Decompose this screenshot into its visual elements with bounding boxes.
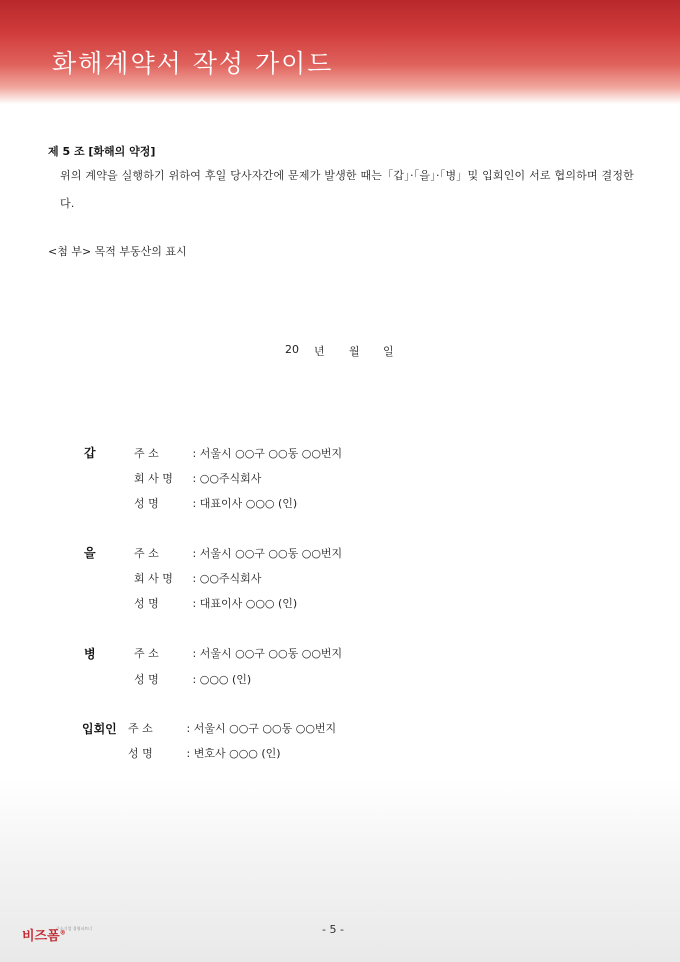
separator: : — [192, 597, 197, 610]
address-row — [134, 445, 342, 461]
party-label: 을 — [84, 546, 96, 560]
name-row — [134, 495, 297, 511]
company-row — [134, 570, 261, 586]
name-row — [134, 671, 251, 687]
separator: : — [192, 497, 197, 510]
company-label: 회 사 명 — [134, 572, 173, 585]
page-title: 화해계약서 작성 가이드 — [52, 49, 334, 78]
article-heading: 제 5 조 [화해의 약정] — [48, 145, 156, 158]
page-number: - 5 - — [322, 923, 344, 936]
separator: : — [192, 472, 197, 485]
separator: : — [192, 647, 197, 660]
header-banner — [0, 0, 680, 104]
name-label: 성 명 — [134, 497, 159, 510]
separator: : — [192, 673, 197, 686]
name-label: 성 명 — [134, 597, 159, 610]
address-value: 서울시 ○○구 ○○동 ○○번지 — [199, 647, 343, 660]
party-label: 병 — [84, 647, 96, 661]
address-label: 주 소 — [128, 722, 153, 735]
address-row — [128, 720, 336, 736]
address-value: 서울시 ○○구 ○○동 ○○번지 — [199, 547, 343, 560]
name-value: 변호사 ○○○ (인) — [193, 747, 281, 760]
address-value: 서울시 ○○구 ○○동 ○○번지 — [193, 722, 337, 735]
party-label: 입회인 — [82, 722, 117, 736]
name-row — [128, 745, 281, 761]
separator: : — [192, 447, 197, 460]
address-value: 서울시 ○○구 ○○동 ○○번지 — [199, 447, 343, 460]
logo-text: 비즈폼 — [22, 929, 60, 944]
separator: : — [186, 722, 191, 735]
separator: : — [192, 547, 197, 560]
attachment-note: <첨 부> 목적 부동산의 표시 — [48, 245, 187, 258]
name-value: ○○○ (인) — [199, 673, 252, 686]
logo-tagline: 중소기업 경영파트너 — [56, 926, 93, 931]
company-row — [134, 470, 261, 486]
address-label: 주 소 — [134, 647, 159, 660]
name-label: 성 명 — [134, 673, 159, 686]
company-label: 회 사 명 — [134, 472, 173, 485]
address-label: 주 소 — [134, 447, 159, 460]
name-label: 성 명 — [128, 747, 153, 760]
name-value: 대표이사 ○○○ (인) — [199, 597, 298, 610]
registered-mark: ® — [59, 929, 66, 937]
separator: : — [192, 572, 197, 585]
separator: : — [186, 747, 191, 760]
name-row — [134, 595, 297, 611]
address-label: 주 소 — [134, 547, 159, 560]
date-day: 일 — [383, 345, 394, 358]
company-value: ○○주식회사 — [199, 572, 262, 585]
name-value: 대표이사 ○○○ (인) — [199, 497, 298, 510]
company-value: ○○주식회사 — [199, 472, 262, 485]
date-year: 20 — [285, 343, 299, 356]
date-month: 월 — [349, 345, 360, 358]
article-body: 위의 계약을 실행하기 위하여 후일 당사자간에 문제가 발생한 때는「갑」·「을」·「병」및 입회인이 서로 협의하며 결정한다. — [60, 169, 634, 210]
address-row — [134, 645, 342, 661]
party-label: 갑 — [84, 446, 96, 460]
address-row — [134, 545, 342, 561]
date-year-unit: 년 — [314, 345, 325, 358]
